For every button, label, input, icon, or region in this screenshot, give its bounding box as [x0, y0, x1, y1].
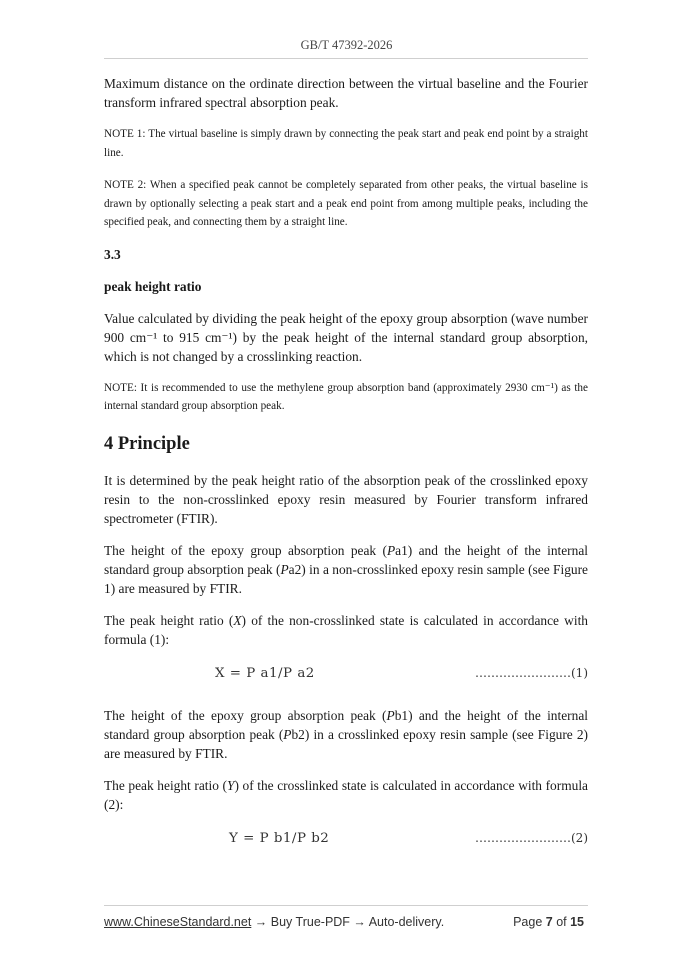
term-3-3-name: peak height ratio [104, 278, 202, 294]
page-content [104, 74, 588, 851]
principle-paragraph-2: The height of the epoxy group absorption peak (Pa1) and the height of the internal standard group absorption peak (Pa2) in a non-crosslinked epoxy resin sample (see Figure 1) are measured by FTIR. [104, 542, 588, 596]
section-4-title: 4 Principle [104, 433, 190, 454]
principle-paragraph-3: The peak height ratio (X) of the non-crosslinked state is calculated in accordance with formula (1): [104, 612, 588, 647]
header-rule [104, 58, 588, 59]
note-3-3: NOTE: It is recommended to use the methylene group absorption band (approximately 2930 cm⁻¹) as the internal standard group absorption peak. [104, 381, 588, 412]
formula-1-expression: X = P a1/P a2 [215, 665, 315, 681]
formula-1 [104, 666, 588, 686]
term-3-3-number: 3.3 [104, 246, 121, 262]
page-footer [104, 915, 584, 935]
principle-paragraph-1: It is determined by the peak height ratio of the absorption peak of the crosslinked epoxy resin to the non-crosslinked epoxy resin measured by Fourier transform infrared spectrometer (FTIR). [104, 472, 588, 526]
definition-3-2-text: Maximum distance on the ordinate direction between the virtual baseline and the Fourier transform infrared spectral absorption peak. [104, 76, 588, 110]
definition-3-3-text: Value calculated by dividing the peak height of the epoxy group absorption (wave number 900 cm⁻¹ to 915 cm⁻¹) by the peak height of the internal standard group absorption, which is not changed by a crosslinking reaction. [104, 310, 588, 364]
footer-promo [104, 915, 444, 929]
formula-2-number: ……………………(2) [475, 830, 588, 845]
page-number: Page 7 of 15 [513, 915, 584, 929]
standard-code-header: GB/T 47392-2026 [300, 38, 393, 52]
formula-2-expression: Y = P b1/P b2 [229, 830, 330, 846]
note-2: NOTE 2: When a specified peak cannot be completely separated from other peaks, the virtual baseline is drawn by optionally selecting a peak start and a peak end point from among multiple peaks, including the specified peak, and connecting them by a straight line. [104, 179, 588, 228]
footer-rule [104, 905, 588, 906]
footer-tagline: → Buy True-PDF → Auto-delivery. [251, 915, 445, 929]
site-link[interactable]: www.ChineseStandard.net [104, 915, 252, 929]
principle-paragraph-4: The height of the epoxy group absorption peak (Pb1) and the height of the internal standard group absorption peak (Pb2) in a crosslinked epoxy resin sample (see Figure 2) are measured by FTIR. [104, 707, 588, 761]
formula-1-number: ……………………(1) [475, 665, 588, 680]
note-1: NOTE 1: The virtual baseline is simply drawn by connecting the peak start and peak end point by a straight line. [104, 128, 588, 159]
formula-2 [104, 831, 588, 851]
principle-paragraph-5: The peak height ratio (Y) of the crosslinked state is calculated in accordance with formula (2): [104, 777, 588, 812]
